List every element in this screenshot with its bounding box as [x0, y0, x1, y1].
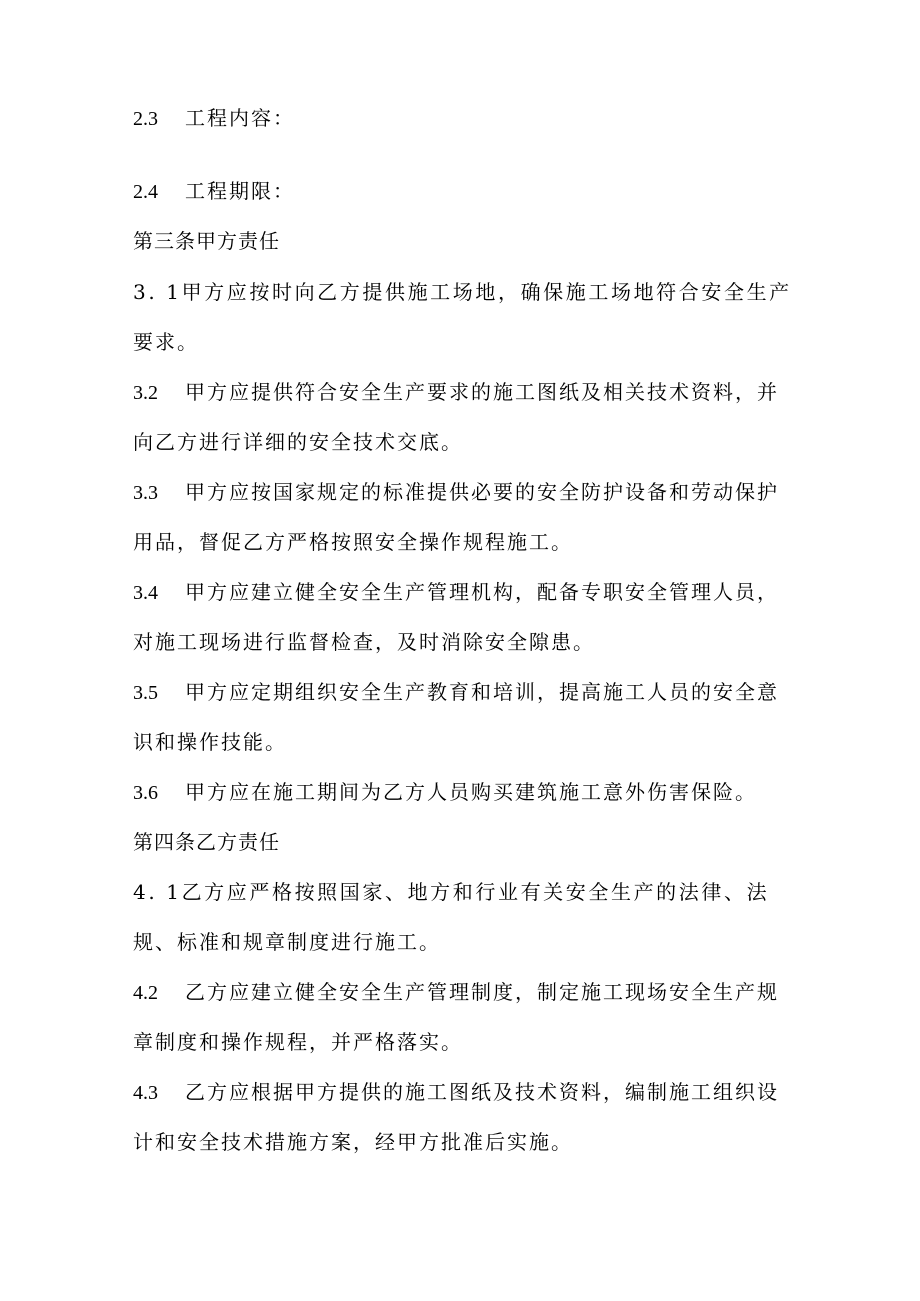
- clause-4-1-line-2: 规、标准和规章制度进行施工。: [133, 930, 441, 954]
- clause-4-2-line-1: [133, 979, 779, 1006]
- clause-text: 甲方应在施工期间为乙方人员购买建筑施工意外伤害保险。: [185, 780, 757, 804]
- clause-2-3: [133, 105, 295, 132]
- clause-3-5-line-1: [133, 679, 779, 706]
- clause-3-1-line-2: 要求。: [133, 330, 199, 354]
- clause-number: 3.5: [133, 682, 158, 704]
- clause-3-6-line-1: [133, 779, 757, 806]
- clause-4-3-line-1: [133, 1079, 779, 1106]
- clause-number: 3.2: [133, 382, 158, 404]
- clause-number: 3.3: [133, 482, 158, 504]
- clause-4-1-line-1: 4. 1乙方应严格按照国家、地方和行业有关安全生产的法律、法: [133, 880, 770, 904]
- article-4-heading: 第四条乙方责任: [133, 830, 280, 854]
- clause-3-1-line-1: 3. 1甲方应按时向乙方提供施工场地，确保施工场地符合安全生产: [133, 280, 792, 304]
- clause-3-3-line-2: 用品，督促乙方严格按照安全操作规程施工。: [133, 530, 573, 554]
- clause-3-4-line-1: [133, 579, 779, 606]
- clause-text: 甲方应建立健全安全生产管理机构，配备专职安全管理人员，: [185, 580, 779, 604]
- clause-text: 工程内容：: [185, 106, 295, 130]
- clause-number: 4.2: [133, 982, 158, 1004]
- clause-number: 3.4: [133, 582, 158, 604]
- clause-3-3-line-1: [133, 479, 779, 506]
- clause-number: 2.3: [133, 108, 158, 130]
- clause-text: 甲方应提供符合安全生产要求的施工图纸及相关技术资料，并: [185, 380, 779, 404]
- article-3-heading: 第三条甲方责任: [133, 229, 280, 253]
- clause-3-4-line-2: 对施工现场进行监督检查，及时消除安全隙患。: [133, 630, 595, 654]
- clause-text: 工程期限：: [185, 179, 295, 203]
- clause-text: 甲方应按国家规定的标准提供必要的安全防护设备和劳动保护: [185, 480, 779, 504]
- clause-text: 乙方应建立健全安全生产管理制度，制定施工现场安全生产规: [185, 980, 779, 1004]
- clause-text: 甲方应定期组织安全生产教育和培训，提高施工人员的安全意: [185, 680, 779, 704]
- clause-3-2-line-2: 向乙方进行详细的安全技术交底。: [133, 430, 463, 454]
- clause-number: 2.4: [133, 181, 158, 203]
- clause-4-3-line-2: 计和安全技术措施方案，经甲方批准后实施。: [133, 1130, 573, 1154]
- clause-text: 乙方应根据甲方提供的施工图纸及技术资料，编制施工组织设: [185, 1080, 779, 1104]
- clause-number: 4.3: [133, 1082, 158, 1104]
- clause-3-5-line-2: 识和操作技能。: [133, 730, 287, 754]
- clause-number: 3.6: [133, 782, 158, 804]
- clause-3-2-line-1: [133, 379, 779, 406]
- clause-4-2-line-2: 章制度和操作规程，并严格落实。: [133, 1030, 463, 1054]
- clause-2-4: [133, 178, 295, 205]
